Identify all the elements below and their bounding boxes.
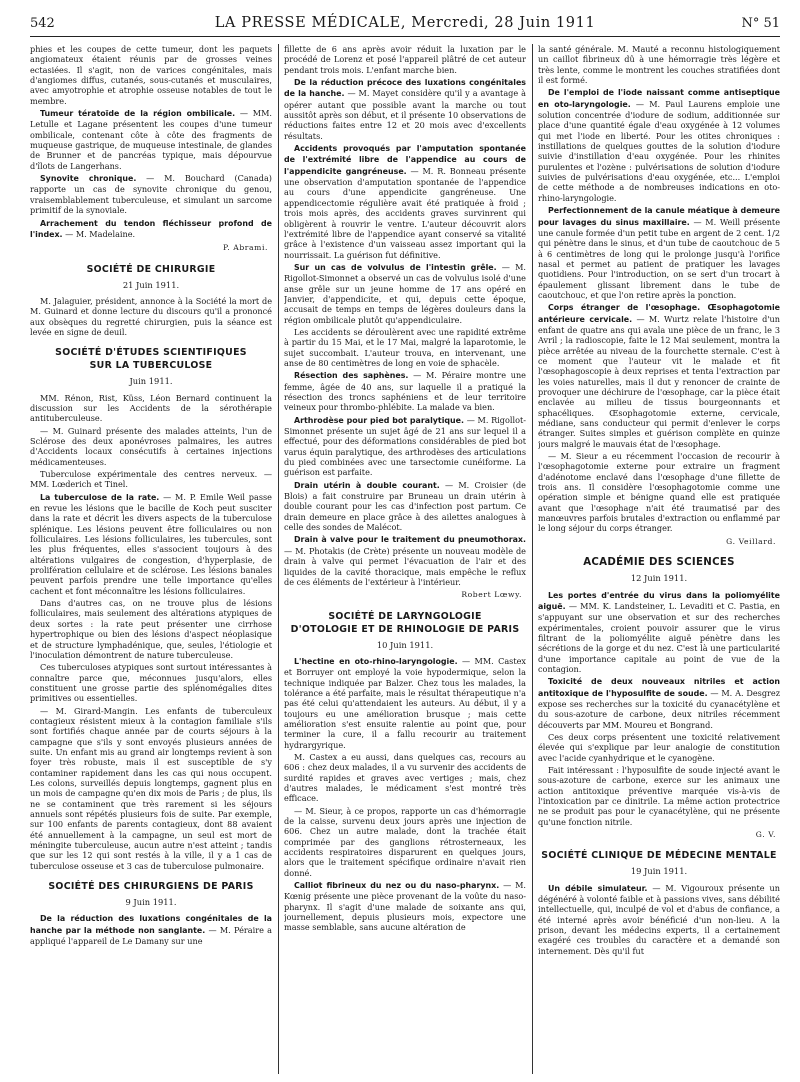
paragraph: phies et les coupes de cette tumeur, dont les paquets angiomateux étaient réunis par de grosses veines ectasiées. Il s'agit, non de varices congénitales, mais d'angiomes diffus, cutanés, sous-cutanés et musculaires, avec amyotrophie et atrophie osseuse notables de tout le membre.	[30, 44, 272, 106]
article-title: De l'emploi de l'iode naissant comme antiseptique en oto-laryngologie.	[538, 88, 780, 109]
journal-title: LA PRESSE MÉDICALE, Mercredi, 28 Juin 1911	[214, 15, 596, 31]
paragraph	[538, 205, 780, 300]
section-heading-line: SOCIÉTÉ DE LARYNGOLOGIE	[328, 610, 482, 622]
paragraph: — M. Sieur a eu récemment l'occasion de recourir à l'œsophagotomie externe pour extraire un fragment d'adénotome enclavé dans l'œsophage d'une fillette de trois ans. Il considère l'œsophagotomie comme une opération simple et bénigne quand elle est pratiquée avant que l'œsophage n'ait été traumatisé par des manœuvres parfois brutales d'extraction ou enflammé par le long séjour du corps étranger.	[538, 451, 780, 534]
paragraph	[538, 302, 780, 449]
section-heading-line: SUR LA TUBERCULOSE	[89, 360, 213, 372]
signature: G. Veillard.	[726, 536, 776, 546]
article-text: — M. Vigouroux présente un dégénéré à volonté faible et à passions vives, sans débilité intellectuelle, qui, inculpé de vol et d'abus de confiance, a été interné après avoir bénéficié d'un non-lieu. A la prison, devant les médecins experts, il a certainement exagéré ces troubles du caractère et a demandé son internement. Dès qu'il fut	[538, 882, 780, 956]
section-date: 19 Juin 1911.	[630, 866, 688, 877]
paragraph: — M. Sieur, à ce propos, rapporte un cas d'hémorragie de la caisse, survenu deux jours après une injection de 606. Chez un autre malade, dont la trachée était comprimée par des ganglions rétrosterneaux, les accidents respiratoires disparurent en quelques jours, alors que le traitement spécifique ordinaire n'avait rien donné.	[284, 805, 526, 878]
paragraph	[538, 87, 780, 203]
paragraph	[284, 880, 526, 933]
section-date: 21 Juin 1911.	[122, 279, 180, 290]
article-title: Résection des saphènes.	[294, 371, 409, 381]
article-title: Synovite chronique.	[40, 174, 137, 184]
section-heading	[30, 346, 272, 372]
paragraph: Tuberculose expérimentale des centres nerveux. — MM. Lœderich et Tinel.	[30, 469, 272, 490]
article-text: — M. R. Bonneau présente une observation d'amputation spontanée de l'appendice au cours d'une appendicite gangréneuse. Une appendicectomie régulière avait été pratiquée à froid ; trois mois après, des accidents graves survinrent qui obligèrent à rouvrir le ventre. L'auteur découvrit alors l'extrémité libre de l'appendice ayant conservé sa vitalité grâce à l'existence d'un vaisseau assez important qui la nourrissait. La guérison fut définitive.	[284, 165, 526, 260]
article-text: — M. P. Emile Weil passe en revue les lésions que le bacille de Koch peut susciter dans la rate et décrit les divers aspects de la tuberculose splénique. Les lésions peuvent être folliculaires ou non folliculaires. Les lésions folliculaires, les tubercules, sont les plus fréquentes, elles s'associent toujours à des altérations vulgaires de congestion, d'hyperplasie, de prolifération cellulaire et de sclérose. Les lésions banales peuvent parfois prendre une telle importance qu'elles cachent et font méconnaître les lésions folliculaires.	[30, 491, 272, 596]
paragraph: Ces deux corps présentent une toxicité relativement élevée qui s'explique par leur analogie de constitution avec l'acide cyanhydrique et le cyanogène.	[538, 731, 780, 763]
article-title: L'hectine en oto-rhino-laryngologie.	[294, 656, 458, 666]
column-2	[284, 44, 526, 1074]
paragraph	[30, 218, 272, 241]
article-text: — M. Mayet considère qu'il y a avantage à opérer autant que possible avant la marche ou tout aussitôt après son début, et il présente 10 observations de réductions faites entre 12 et 20 mois avec d'excellents résultats.	[284, 88, 526, 141]
article-title: Accidents provoqués par l'amputation spontanée de l'extrémité libre de l'appendice au cours de l'appendicite gangréneuse.	[284, 144, 526, 176]
column-rule	[532, 44, 533, 1074]
section-heading: SOCIÉTÉ DES CHIRURGIENS DE PARIS	[48, 881, 254, 893]
column-rule	[278, 44, 279, 1074]
article-text: — M. Bouchard (Canada) rapporte un cas de synovite chronique du genou, vraisemblablement tuberculeuse, et simulant un sarcome primitif de la synoviale.	[30, 173, 272, 216]
paragraph	[30, 492, 272, 596]
section-date: 9 Juin 1911.	[125, 897, 177, 908]
signature: P. Abrami.	[223, 243, 268, 253]
column-1	[30, 44, 272, 1074]
article-text: — M. Photakis (de Crète) présente un nouveau modèle de drain à valve qui permet l'évacuation de l'air et des liquides de la cavité thoracique, mais empêche le reflux de ces éléments de l'extérieur à l'intérieur.	[284, 545, 526, 587]
section-heading: SOCIÉTÉ DE CHIRURGIE	[86, 263, 216, 275]
article-text: — MM. Castex et Borruyer ont employé la voie hypodermique, selon la technique indiquée par Balzer. Chez tous les malades, la tolérance a été parfaite, mais le résultat thérapeutique n'a pas été celui qu'attendaient les auteurs. Au début, il y a toujours eu une amélioration brusque ; mais cette amélioration s'est ensuite ralentie au point que, pour terminer la cure, il a fallu recourir au traitement hydrargyrique.	[284, 655, 526, 750]
section-heading: SOCIÉTÉ CLINIQUE DE MÉDECINE MENTALE	[541, 850, 777, 862]
issue-number: N° 51	[741, 16, 780, 31]
paragraph	[30, 108, 272, 171]
paragraph: M. Castex a eu aussi, dans quelques cas, recours au 606 : chez deux malades, il a vu survenir des accidents de surdité rapides et graves avec vertiges ; mais, chez d'autres malades, le médicament s'est montré très efficace.	[284, 751, 526, 804]
article-text: — M. Wurtz relate l'histoire d'un enfant de quatre ans qui avala une pièce de un franc, le 3 Avril ; la radioscopie, faite le 12 Mai seulement, montra la pièce arrêtée au niveau de la fourchette sternale. C'est à ce moment que l'auteur vit le malade et fit l'œsophagoscopie à deux reprises et tenta l'extraction par les voies naturelles, mais il dut y renoncer de crainte de provoquer une déchirure de l'œsophage, car la pièce était enclavée au milieu de tissus bourgeonnants et sphacéliques. Œsophagotomie externe, cervicale, médiane, sans conducteur qui permit d'enlever le corps étranger. Suites simples et guérison complète en quinze jours malgré le mauvais état de l'œsophage.	[538, 313, 780, 449]
signature: Robert Lœwy.	[461, 590, 522, 600]
paragraph: — M. Guinard présente des malades atteints, l'un de Sclérose des deux aponévroses palmaires, les autres d'Accidents locaux consécutifs à certaines injections médicamenteuses.	[30, 425, 272, 467]
section-heading-line: D'OTOLOGIE ET DE RHINOLOGIE DE PARIS	[290, 623, 520, 635]
article-text: — M. A. Desgrez expose ses recherches sur la toxicité du cyanacétylène et du sous-azoture de carbone, deux nitriles récemment découverts par MM. Moureu et Bongrand.	[538, 687, 780, 730]
paragraph: MM. Rénon, Rist, Küss, Léon Bernard continuent la discussion sur les Accidents de la sérothérapie antituberculeuse.	[30, 392, 272, 424]
section-heading	[284, 610, 526, 636]
article-text: — M. Péraire a appliqué l'appareil de Le Damany sur une	[30, 924, 272, 947]
paragraph: Fait intéressant : l'hyposulfite de soude injecté avant le sous-azoture de carbone, exerce sur les animaux une action antitoxique préventive marquée vis-à-vis de l'intoxication par ce dinitrile. La même action protectrice ne se produit pas pour le cyanacétylène, qui ne présente qu'une fonction nitrile.	[538, 765, 780, 827]
paragraph: M. Jalaguier, président, annonce à la Société la mort de M. Guinard et donne lecture du discours qu'il a prononcé aux obsèques du regretté chirurgien, puis la séance est levée en signe de deuil.	[30, 295, 272, 337]
page-number: 542	[30, 16, 55, 31]
article-text: — M. Paul Laurens emploie une solution concentrée d'iodure de sodium, additionnée sur place d'une quantité égale d'eau oxygénée à 12 volumes qui met l'iode en liberté. Pour les otites chroniques : instillations de quelques gouttes de la solution d'iodure suivie d'instillation d'eau oxygénée. Pour les rhinites purulentes et l'ozène : pulvérisations de solution d'iodure suivies de pulvérisations d'eau oxygénée, etc... L'emploi de cette méthode a de nombreuses indications en oto-rhino-laryngologie.	[538, 98, 780, 203]
signature: G. V.	[755, 830, 776, 840]
article-title: Un débile simulateur.	[548, 883, 648, 893]
page-header	[30, 14, 780, 37]
paragraph	[30, 913, 272, 946]
article-text: — MM. Letulle et Lagane présentent les coupes d'une tumeur ombilicale, contenant côte à côte des fragments de muqueuse gastrique, de muqueuse intestinale, de glandes de Brunner et de pancréas typique, mais dépourvue d'îlots de Langerhans.	[30, 108, 272, 171]
article-text: — M. Croisier (de Blois) a fait construire par Bruneau un drain utérin à double courant pour les cas d'infection post partum. Ce drain demeure en place grâce à des ailettes analogues à celle des sondes de Malécot.	[284, 479, 526, 533]
section-heading-line: SOCIÉTÉ D'ÉTUDES SCIENTIFIQUES	[55, 347, 247, 359]
paragraph	[538, 676, 780, 730]
paragraph	[284, 262, 526, 325]
paragraph	[538, 590, 780, 675]
section-date: 12 Juin 1911.	[630, 573, 688, 584]
article-title: Corps étranger de l'œsophage. Œsophagotomie antérieure cervicale.	[538, 303, 780, 324]
article-title: La tuberculose de la rate.	[40, 492, 160, 502]
article-text: — M. Kœnig présente une pièce provenant de la voûte du naso-pharynx. Il s'agit d'une malade de soixante ans qui, journellement, depuis plusieurs mois, expectore une masse semblable, sans aucune altération de	[284, 880, 526, 933]
columns	[30, 44, 780, 1074]
paragraph	[284, 656, 526, 750]
article-title: Sur un cas de volvulus de l'intestin grêle.	[294, 262, 497, 272]
article-title: De la réduction précoce des luxations congénitales de la hanche.	[284, 78, 526, 99]
article-text: — M. Weill présente une canule formée d'un petit tube en argent de 2 cent. 1/2 qui pénètre dans le sinus, et d'un tube de caoutchouc de 5 à 6 centimètres de long qui le prolonge jusqu'à l'orifice nasal et permet au patient de pratiquer les lavages quotidiens. Pour l'introduction, on se sert d'un trocart à épaulement glissant librement dans le tube de caoutchouc, et que l'on retire après la ponction.	[538, 216, 780, 300]
article-text: — M. Rigollot-Simonnet a observé un cas de volvulus isolé d'une anse grêle sur un jeune homme de 17 ans opéré en Janvier, d'appendicite, et qui, depuis cette époque, accusait de temps en temps de légères douleurs dans la région ombilicale plutôt qu'appendiculaire.	[284, 261, 526, 325]
paragraph	[284, 77, 526, 141]
article-title: Perfectionnement de la canule méatique à demeure pour lavages du sinus maxillaire.	[538, 206, 780, 227]
paragraph: fillette de 6 ans après avoir réduit la luxation par le procédé de Lorenz et posé l'appareil plâtré de cet auteur pendant trois mois. L'enfant marche bien.	[284, 44, 526, 75]
article-title: Les portes d'entrée du virus dans la poliomyélite aiguë.	[538, 590, 780, 611]
section-heading: ACADÉMIE DES SCIENCES	[583, 557, 735, 569]
article-text: — MM. K. Landsteiner, L. Levaditi et C. Pastia, en s'appuyant sur une observation et sur des recherches expérimentales, croient pouvoir assurer que le virus filtrant de la poliomyélite aiguë pénètre dans les sécrétions de la gorge et du nez. C'est là une particularité d'une importance capitale au point de vue de la contagion.	[538, 600, 780, 674]
section-date: 10 Juin 1911.	[376, 639, 434, 650]
paragraph	[284, 370, 526, 412]
article-title: Arthrodèse pour pied bot paralytique.	[294, 415, 465, 425]
paragraph: Ces tuberculoses atypiques sont surtout intéressantes à connaître parce que, méconnues jusqu'alors, elles constituent une grosse partie des splénomégalies dites primitives ou essentielles.	[30, 662, 272, 704]
article-text: — M. Rigollot-Simonnet présente un sujet âgé de 21 ans sur lequel il a effectué, pour des déformations considérables de pied bot varus équin paralytique, des arthrodèses des articulations du pied combinées avec une tarsectomie cunéiforme. La guérison est parfaite.	[284, 414, 526, 478]
article-text: — M. Péraire montre une femme, âgée de 40 ans, sur laquelle il a pratiqué la résection des troncs saphéniens et de leur territoire veineux pour thrombo-phlébite. La malade va bien.	[284, 370, 526, 413]
column-3	[538, 44, 780, 1074]
article-title: Tumeur tératoïde de la région ombilicale.	[40, 109, 236, 119]
article-title: Drain à valve pour le traitement du pneumothorax.	[294, 535, 526, 545]
article-title: Drain utérin à double courant.	[294, 480, 440, 490]
article-title: Calliot fibrineux du nez ou du naso-pharynx.	[294, 881, 500, 891]
article-text: — M. Madelaine.	[62, 228, 136, 239]
paragraph: Dans d'autres cas, on ne trouve plus de lésions folliculaires, mais seulement des altérations atypiques de deux sortes : la rate peut présenter une cirrhose hypertrophique ou bien des lésions d'aspect néoplasique et de structure lymphadénique, que, seules, l'étiologie et l'inoculation démontrent de nature tuberculeuse.	[30, 598, 272, 660]
section-date: Juin 1911.	[129, 376, 173, 387]
article-title: De la réduction des luxations congénitales de la hanche par la méthode non sanglante.	[30, 914, 272, 935]
paragraph	[284, 143, 526, 260]
newspaper-page	[30, 14, 780, 1074]
paragraph	[284, 480, 526, 533]
article-title: Arrachement du tendon fléchisseur profond de l'index.	[30, 218, 272, 239]
paragraph	[30, 173, 272, 215]
paragraph: la santé générale. M. Mauté a reconnu histologiquement un caillot fibrineux dû à une hémorragie très légère et très lente, comme le montrent les couches stratifiées dont il est formé.	[538, 44, 780, 86]
paragraph: Les accidents se déroulèrent avec une rapidité extrême à partir du 15 Mai, et le 17 Mai, malgré la laparotomie, le sujet succombait. L'auteur trouva, en intervenant, une anse de 80 centimètres de long en voie de sphacèle.	[284, 326, 526, 368]
paragraph	[284, 534, 526, 587]
paragraph	[284, 415, 526, 478]
paragraph: — M. Girard-Mangin. Les enfants de tuberculeux contagieux résistent mieux à la contagion familiale s'ils sont fortifiés chaque année par de courts séjours à la campagne que s'ils y sont envoyés plusieurs années de suite. Un enfant mis au grand air longtemps revient à son foyer très robuste, mais il est susceptible de s'y contaminer rapidement dans les cas qui nous occupent. Les colons, surveillés depuis longtemps, gagnent plus en un mois de campagne qu'en dix mois de Paris ; de plus, ils ne se contaminent que très rarement si les séjours annuels sont répétés plusieurs fois de suite. Par exemple, sur 100 enfants de parents contagieux, dont 88 avaient été annuellement à la campagne, un seul est mort de méningite tuberculeuse, aucun autre n'est atteint ; tandis que sur les 12 qui sont restés à la ville, il y a 1 cas de tuberculose osseuse et 3 cas de tuberculose pulmonaire.	[30, 705, 272, 871]
article-title: Toxicité de deux nouveaux nitriles et action antitoxique de l'hyposulfite de soude.	[538, 677, 780, 698]
paragraph	[538, 883, 780, 956]
